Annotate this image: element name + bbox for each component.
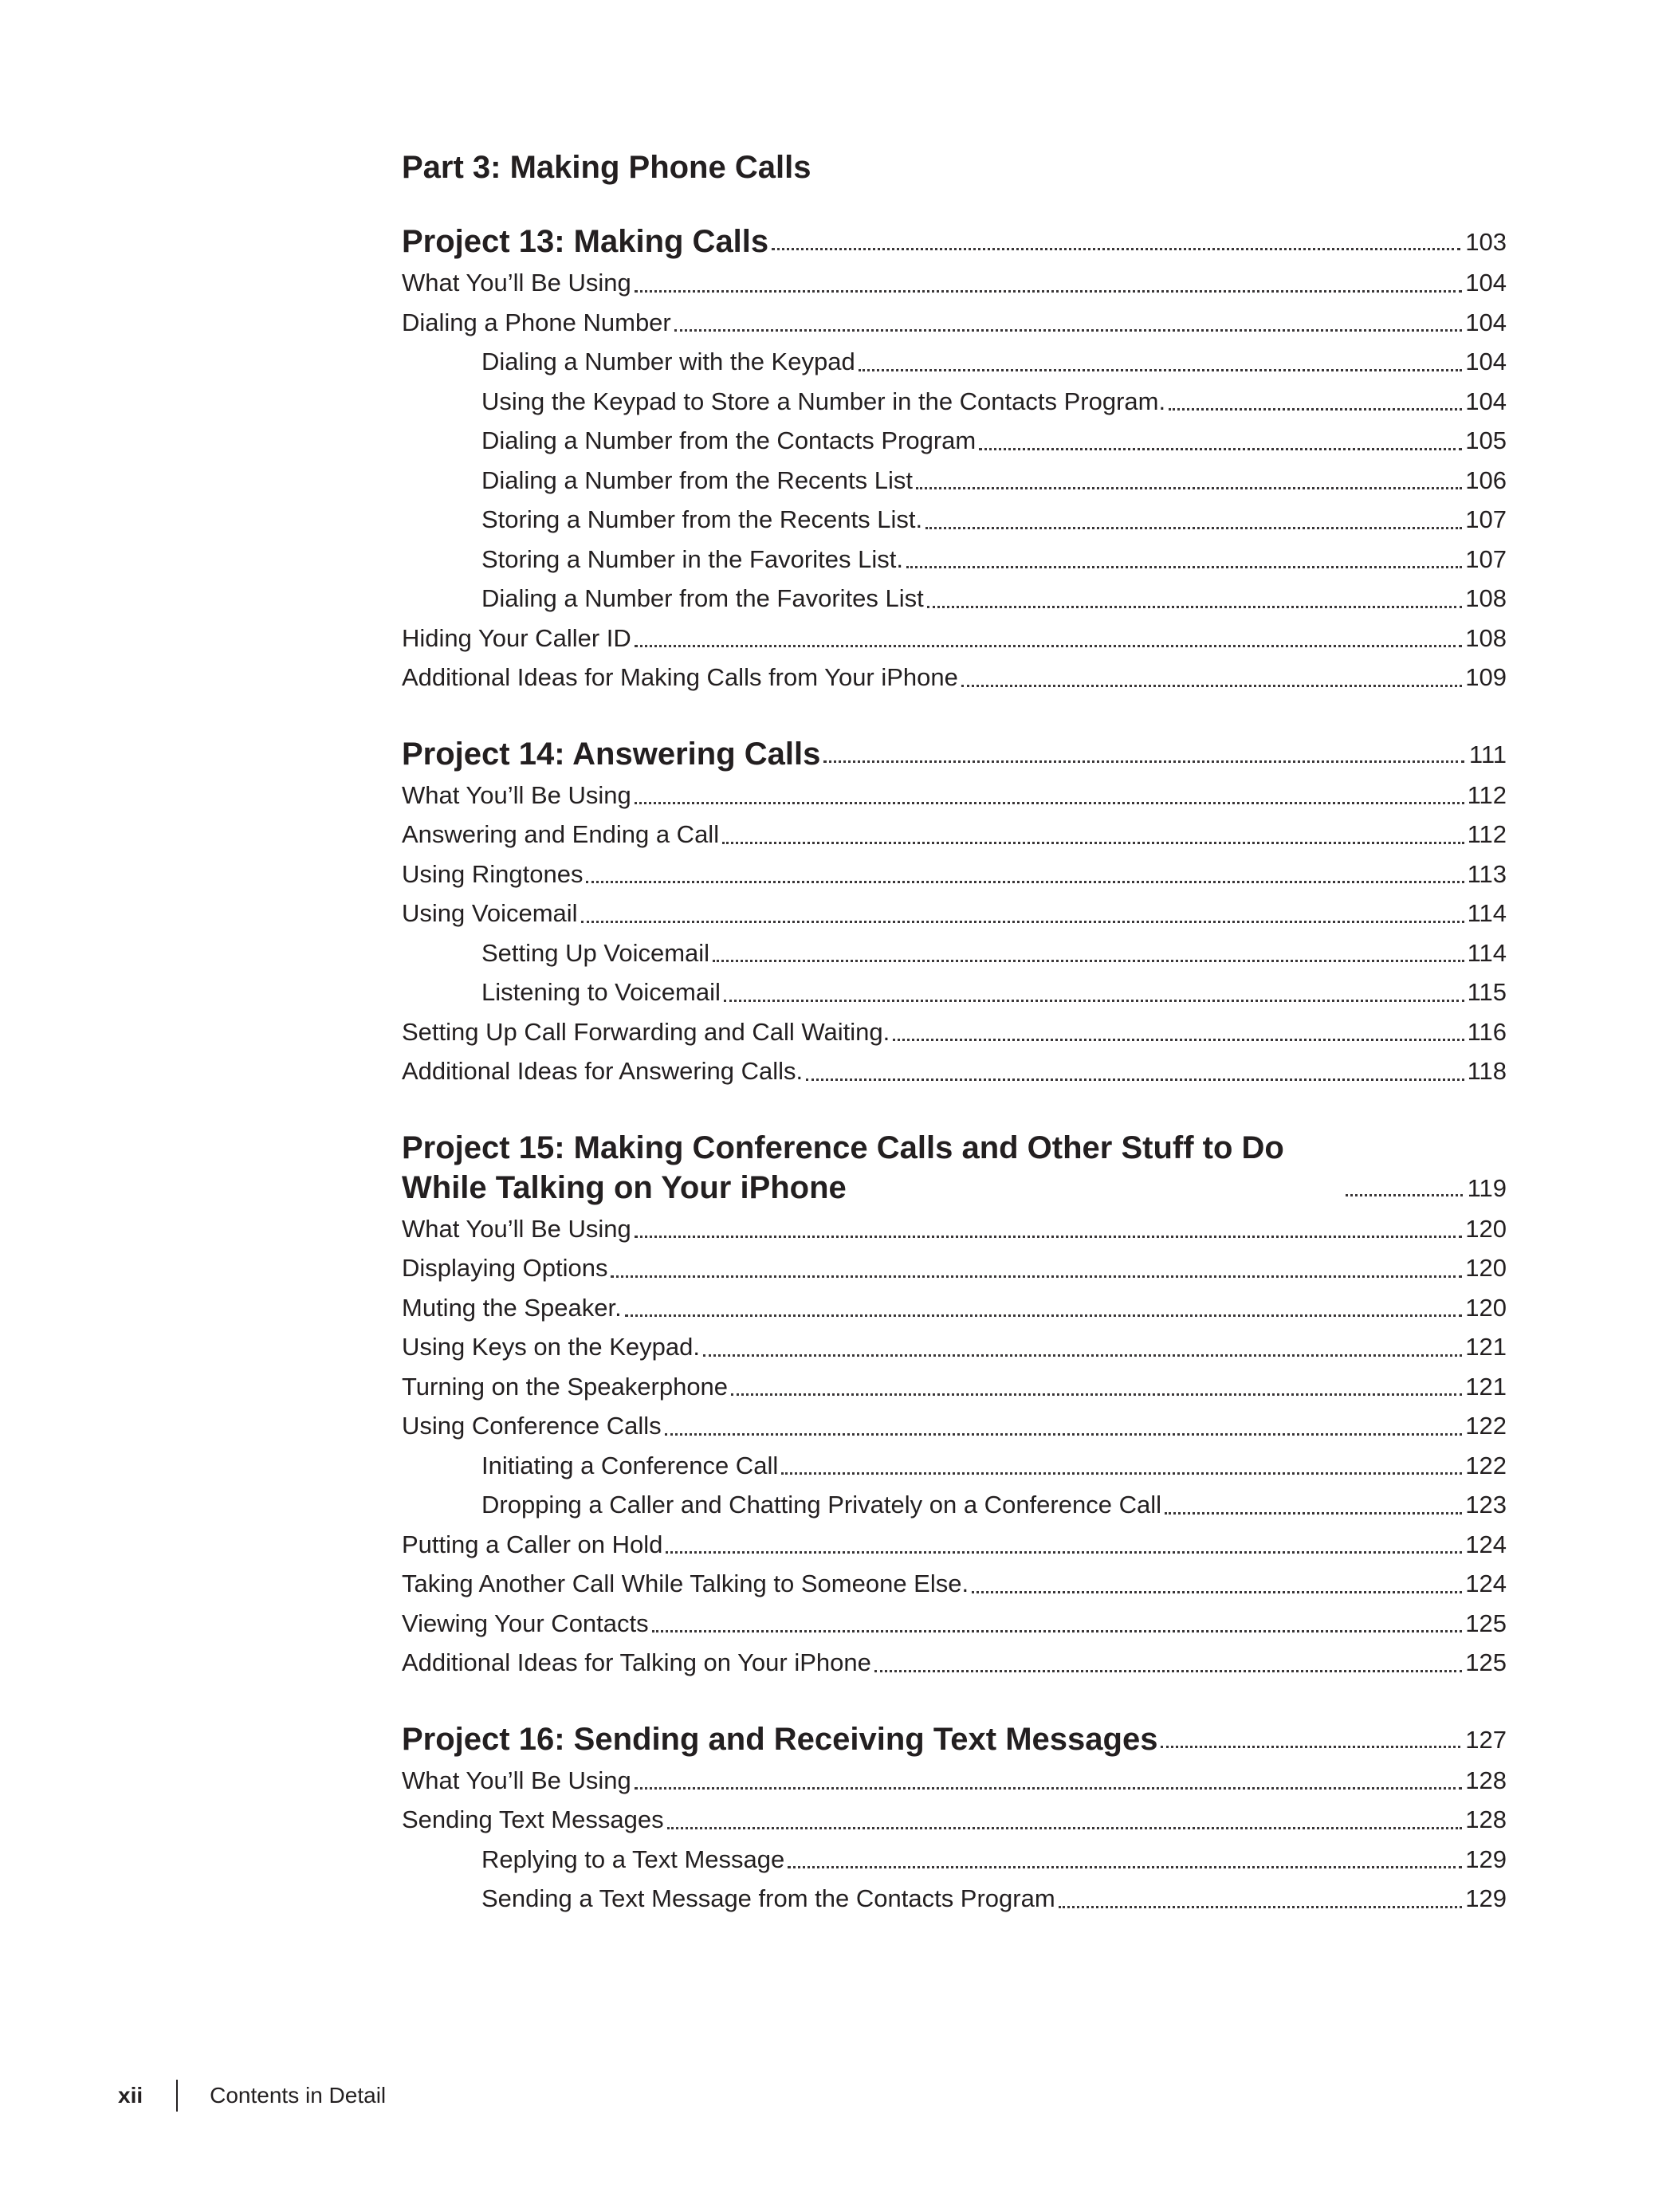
page-number: 105 xyxy=(1465,426,1507,454)
toc-entry[interactable] xyxy=(402,1604,1507,1644)
project-heading[interactable] xyxy=(402,734,1507,774)
dot-leader xyxy=(916,487,1462,489)
page-folio: xii xyxy=(118,2083,143,2108)
entry-title: What You’ll Be Using xyxy=(402,269,631,297)
page-number: 111 xyxy=(1468,740,1507,768)
dot-leader xyxy=(1346,1194,1463,1196)
page-number: 109 xyxy=(1465,663,1507,691)
entry-title: Answering and Ending a Call xyxy=(402,820,720,848)
project-section xyxy=(402,222,1507,697)
toc-entry[interactable] xyxy=(402,1525,1507,1565)
toc-subentry[interactable] xyxy=(402,461,1507,501)
toc-entry[interactable] xyxy=(402,658,1507,697)
page-number: 113 xyxy=(1467,859,1507,888)
dot-leader xyxy=(665,1433,1463,1436)
dot-leader xyxy=(731,1393,1462,1396)
entry-title: Additional Ideas for Making Calls from Your iPhone xyxy=(402,663,958,691)
dot-leader xyxy=(806,1078,1464,1081)
dot-leader xyxy=(772,248,1460,250)
page-number: 127 xyxy=(1465,1725,1507,1754)
dot-leader xyxy=(666,1551,1462,1554)
entry-title: Putting a Caller on Hold xyxy=(402,1530,663,1558)
entry-title: Setting Up Call Forwarding and Call Waiting. xyxy=(402,1017,890,1046)
dot-leader xyxy=(586,881,1464,883)
toc-entry[interactable] xyxy=(402,1643,1507,1683)
entry-title: Muting the Speaker. xyxy=(402,1293,622,1322)
entry-title: Displaying Options xyxy=(402,1254,608,1282)
toc-subentry[interactable] xyxy=(402,972,1507,1012)
page-number: 122 xyxy=(1465,1451,1507,1479)
entry-title: Using Keys on the Keypad. xyxy=(402,1333,700,1361)
dot-leader xyxy=(823,760,1464,763)
entry-title: Listening to Voicemail xyxy=(481,978,721,1006)
page-number: 128 xyxy=(1465,1805,1507,1833)
entry-title: Using Ringtones xyxy=(402,859,584,888)
part-title: Part 3: Making Phone Calls xyxy=(402,150,811,185)
dot-leader xyxy=(625,1314,1463,1317)
page-number: 116 xyxy=(1467,1017,1507,1046)
page-number: 103 xyxy=(1465,228,1507,256)
running-head: Contents in Detail xyxy=(210,2083,387,2108)
entry-title: Using Conference Calls xyxy=(402,1412,662,1440)
page-number: 104 xyxy=(1465,387,1507,415)
entry-title: Storing a Number from the Recents List. xyxy=(481,505,923,533)
toc-entry[interactable] xyxy=(402,1761,1507,1801)
page-number: 121 xyxy=(1465,1372,1507,1401)
toc-entry[interactable] xyxy=(402,1288,1507,1328)
page-number: 104 xyxy=(1465,348,1507,375)
page-number: 108 xyxy=(1465,623,1507,652)
toc-entry[interactable] xyxy=(402,1248,1507,1288)
entry-title: Dialing a Number from the Favorites List xyxy=(481,584,924,612)
toc-entry[interactable] xyxy=(402,855,1507,894)
project-title: Project 13: Making Calls xyxy=(402,224,769,259)
entry-title: What You’ll Be Using xyxy=(402,1766,631,1794)
dot-leader xyxy=(652,1630,1463,1632)
page-number: 128 xyxy=(1465,1766,1507,1794)
page-number: 104 xyxy=(1465,269,1507,297)
dot-leader xyxy=(722,842,1464,844)
toc-subentry[interactable] xyxy=(402,933,1507,973)
page-footer xyxy=(118,2076,386,2116)
toc-subentry[interactable] xyxy=(402,421,1507,461)
page-number: 120 xyxy=(1465,1293,1507,1322)
toc-entry[interactable] xyxy=(402,1209,1507,1249)
dot-leader xyxy=(667,1827,1463,1829)
page-number: 112 xyxy=(1467,820,1507,848)
toc-entry[interactable] xyxy=(402,303,1507,343)
entry-title: Sending a Text Message from the Contacts Program xyxy=(481,1884,1055,1912)
entry-title: What You’ll Be Using xyxy=(402,1214,631,1243)
project-heading[interactable] xyxy=(402,222,1507,261)
project-section xyxy=(402,734,1507,1091)
toc-entry[interactable] xyxy=(402,1564,1507,1604)
dot-leader xyxy=(781,1472,1462,1475)
dot-leader xyxy=(581,921,1464,923)
project-section xyxy=(402,1719,1507,1919)
toc-entry[interactable] xyxy=(402,619,1507,658)
project-heading[interactable] xyxy=(402,1719,1507,1759)
entry-title: Taking Another Call While Talking to Someone Else. xyxy=(402,1570,969,1597)
page-number: 129 xyxy=(1465,1884,1507,1912)
page-number: 114 xyxy=(1467,899,1507,927)
project-title: Project 15: Making Conference Calls and Other Stuff to Do While Talking on Your iPhone xyxy=(402,1130,1284,1205)
page-number: 129 xyxy=(1465,1845,1507,1873)
page-number: 124 xyxy=(1465,1530,1507,1558)
dot-leader xyxy=(674,329,1463,332)
dot-leader xyxy=(635,290,1462,293)
page-number: 119 xyxy=(1467,1173,1507,1202)
dot-leader xyxy=(927,606,1463,608)
dot-leader xyxy=(1059,1906,1463,1908)
dot-leader xyxy=(906,566,1462,568)
dot-leader xyxy=(635,802,1464,804)
entry-title: Initiating a Conference Call xyxy=(481,1451,779,1479)
dot-leader xyxy=(724,1000,1464,1002)
toc-subentry[interactable] xyxy=(402,540,1507,580)
entry-title: Replying to a Text Message xyxy=(481,1845,785,1873)
entry-title: Dialing a Number from the Contacts Program xyxy=(481,426,976,454)
dot-leader xyxy=(611,1275,1462,1278)
dot-leader xyxy=(635,1787,1462,1790)
page-number: 120 xyxy=(1465,1254,1507,1282)
project-heading[interactable] xyxy=(402,1128,1507,1208)
toc-entry[interactable] xyxy=(402,894,1507,933)
page-number: 106 xyxy=(1465,466,1507,494)
entry-title: Additional Ideas for Talking on Your iPhone xyxy=(402,1648,871,1676)
page-number: 115 xyxy=(1467,978,1507,1006)
entry-title: Dialing a Number with the Keypad xyxy=(481,348,855,375)
dot-leader xyxy=(859,369,1463,371)
toc-subentry[interactable] xyxy=(402,1840,1507,1880)
page-number: 122 xyxy=(1465,1412,1507,1440)
dot-leader xyxy=(703,1354,1462,1357)
toc-subentry[interactable] xyxy=(402,500,1507,540)
entry-title: Additional Ideas for Answering Calls. xyxy=(402,1057,804,1085)
entry-title: Dialing a Phone Number xyxy=(402,308,671,336)
toc-entry[interactable] xyxy=(402,1051,1507,1091)
entry-title: Storing a Number in the Favorites List. xyxy=(481,544,903,573)
page-number: 124 xyxy=(1465,1570,1507,1597)
entry-title: Using the Keypad to Store a Number in the Contacts Program. xyxy=(481,387,1166,415)
page-number: 108 xyxy=(1465,584,1507,612)
page-number: 107 xyxy=(1465,544,1507,573)
toc-subentry[interactable] xyxy=(402,579,1507,619)
page-number: 104 xyxy=(1465,308,1507,336)
page-number: 112 xyxy=(1467,780,1507,809)
toc-entry[interactable] xyxy=(402,1012,1507,1052)
entry-title: Turning on the Speakerphone xyxy=(402,1372,729,1401)
dot-leader xyxy=(1169,408,1462,411)
toc-entry[interactable] xyxy=(402,1367,1507,1407)
dot-leader xyxy=(893,1039,1464,1041)
toc-subentry[interactable] xyxy=(402,342,1507,382)
entry-title: Hiding Your Caller ID xyxy=(402,623,631,652)
page-number: 120 xyxy=(1465,1214,1507,1243)
dot-leader xyxy=(1165,1512,1462,1515)
dot-leader xyxy=(874,1670,1462,1672)
dot-leader xyxy=(972,1591,1462,1593)
toc-entry[interactable] xyxy=(402,1327,1507,1367)
dot-leader xyxy=(961,685,1462,687)
page-number: 114 xyxy=(1467,938,1507,967)
toc-subentry[interactable] xyxy=(402,382,1507,422)
dot-leader xyxy=(788,1866,1462,1868)
page-number: 123 xyxy=(1465,1491,1507,1519)
project-section xyxy=(402,1128,1507,1683)
project-title: Project 16: Sending and Receiving Text Messages xyxy=(402,1721,1158,1757)
footer-divider xyxy=(176,2080,178,2112)
entry-title: Sending Text Messages xyxy=(402,1805,664,1833)
dot-leader xyxy=(1161,1746,1460,1748)
entry-title: Dialing a Number from the Recents List xyxy=(481,466,914,494)
toc-entry[interactable] xyxy=(402,776,1507,815)
dot-leader xyxy=(713,960,1464,962)
entry-title: Using Voicemail xyxy=(402,899,578,927)
entry-title: Dropping a Caller and Chatting Privately on a Conference Call xyxy=(481,1491,1161,1519)
page-number: 107 xyxy=(1465,505,1507,533)
toc-subentry[interactable] xyxy=(402,1446,1507,1486)
page-number: 121 xyxy=(1465,1333,1507,1361)
project-title: Project 14: Answering Calls xyxy=(402,736,821,772)
entry-title: Setting Up Voicemail xyxy=(481,938,710,967)
toc-subentry[interactable] xyxy=(402,1485,1507,1525)
entry-title: What You’ll Be Using xyxy=(402,780,631,809)
page-number: 118 xyxy=(1467,1057,1507,1085)
toc-subentry[interactable] xyxy=(402,1879,1507,1919)
dot-leader xyxy=(635,1236,1462,1238)
dot-leader xyxy=(979,448,1462,450)
entry-title: Viewing Your Contacts xyxy=(402,1609,649,1637)
dot-leader xyxy=(925,527,1462,529)
toc-entry[interactable] xyxy=(402,263,1507,303)
toc-entry[interactable] xyxy=(402,1406,1507,1446)
page-number: 125 xyxy=(1465,1609,1507,1637)
table-of-contents xyxy=(402,148,1507,1919)
page-number: 125 xyxy=(1465,1648,1507,1676)
toc-entry[interactable] xyxy=(402,815,1507,855)
dot-leader xyxy=(635,645,1463,647)
toc-entry[interactable] xyxy=(402,1800,1507,1840)
